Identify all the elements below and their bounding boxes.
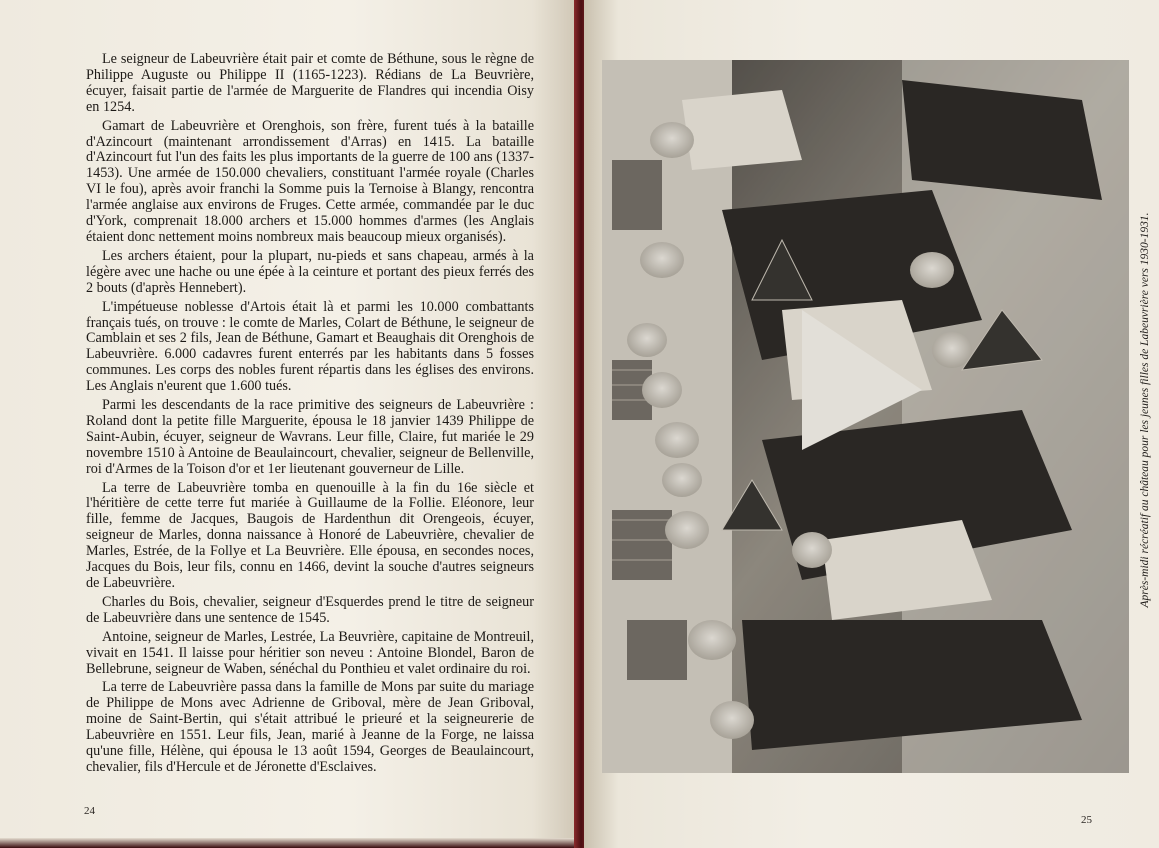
paragraph-8: Antoine, seigneur de Marles, Lestrée, La Beuvrière, capitaine de Montreuil, vivait en 1541. Il laisse pour héritier son neveu : Antoine Blondel, Baron de Bellebrune, seigneur de Waben, sénéchal du Ponthieu et valet ordinaire du roi. [86,628,534,677]
paragraph-4: L'impétueuse noblesse d'Artois était là et parmi les 10.000 combattants français tués, on trouve : le comte de Marles, Colart de Béthune, le seigneur de Camblain et ses 2 fils, Jean de Béthune, Gamart et Beaughais dit Orenghois de Labeuvrière. 6.000 cadavres furent enterrés par les habitants dans 5 fosses communes. Les corps des nobles furent répartis dans les églises des environs. Les Anglais n'eurent que 1.600 tués. [86,298,534,395]
paragraph-9: La terre de Labeuvrière passa dans la famille de Mons par suite du mariage de Philippe de Mons avec Adrienne de Griboval, mère de Jean Griboval, moine de Saint-Bertin, qui s'était attribué le prieuré et la seigneurerie de Labeuvrière en 1551. Leur fils, Jean, marié à Jeanne de la Forge, ne laissa qu'une fille, Hélène, qui épousa le 13 août 1594, Georges de Beaulaincourt, chevalier, fils d'Hercule et de Jéronette d'Esclaives. [86,679,534,775]
page-edge [0,838,578,848]
photo-illustration [602,60,1129,773]
page-number-right: 25 [1081,814,1092,826]
group-photograph [602,60,1129,773]
left-page [0,0,578,848]
paragraph-6: La terre de Labeuvrière tomba en quenouille à la fin du 16e siècle et l'héritière de cette terre fut mariée à Guillaume de la Follie. Eléonore, leur fille, femme de Jacques, Baugois de Hardenthun dit Orengeois, écuyer, seigneur de Marles, donna naissance à Honoré de Labeuvrière, chevalier de Marles, Estrée, de la Follye et La Beuvrière. Elle épousa, en secondes noces, Jacques du Bois, leur fils, connu en 1466, devint la souche d'autres seigneurs de Labeuvrière. [86,479,534,591]
page-number-left: 24 [84,805,95,817]
paragraph-5: Parmi les descendants de la race primitive des seigneurs de Labeuvrière : Roland dont la petite fille Marguerite, épousa le 18 janvier 1439 Philippe de Saint-Aubin, écuyer, seigneur de Wavrans. Leur fille, Claire, fut mariée le 29 novembre 1510 à Antoine de Beaulaincourt, chevalier, seigneur de Bellenville, roi d'Armes de la Toison d'or et 1er lieutenant gouverneur de Lille. [86,397,534,477]
paragraph-1: Le seigneur de Labeuvrière était pair et comte de Béthune, sous le règne de Philippe Auguste ou Philippe II (1165-1223). Rédians de La Beuvrière, écuyer, faisait partie de l'armée de Marguerite de Flandres qui incendia Oisy en 1254. [86,51,534,115]
paragraph-7: Charles du Bois, chevalier, seigneur d'Esquerdes prend le titre de seigneur de Labeuvrière dans une sentence de 1545. [86,593,534,626]
paragraph-3: Les archers étaient, pour la plupart, nu-pieds et sans chapeau, armés à la légère avec une hache ou une épée à la ceinture et portant des pieux ferrés des 2 bouts (d'après Hennebert). [86,247,534,296]
body-text [86,52,534,779]
photo-caption: Après-midi récréatif au château pour les jeunes filles de Labeuvrière vers 1930-1931. [1139,212,1151,608]
paragraph-2: Gamart de Labeuvrière et Orenghois, son frère, furent tués à la bataille d'Azincourt (maintenant arrondissement d'Arras) en 1415. La bataille d'Azincourt fut l'un des faits les plus importants de la guerre de 100 ans (1337-1453). Une armée de 150.000 chevaliers, constituant l'armée royale (Charles VI le fou), après avoir franchi la Somme puis la Ternoise à Blangy, rencontra l'armée anglaise aux environs de Fruges. Cette armée, commandée par le duc d'York, comprenait 18.000 archers et 15.000 hommes d'armes (les Anglais étaient donc nettement moins nombreux mais beaucoup mieux organisés). [86,117,534,245]
